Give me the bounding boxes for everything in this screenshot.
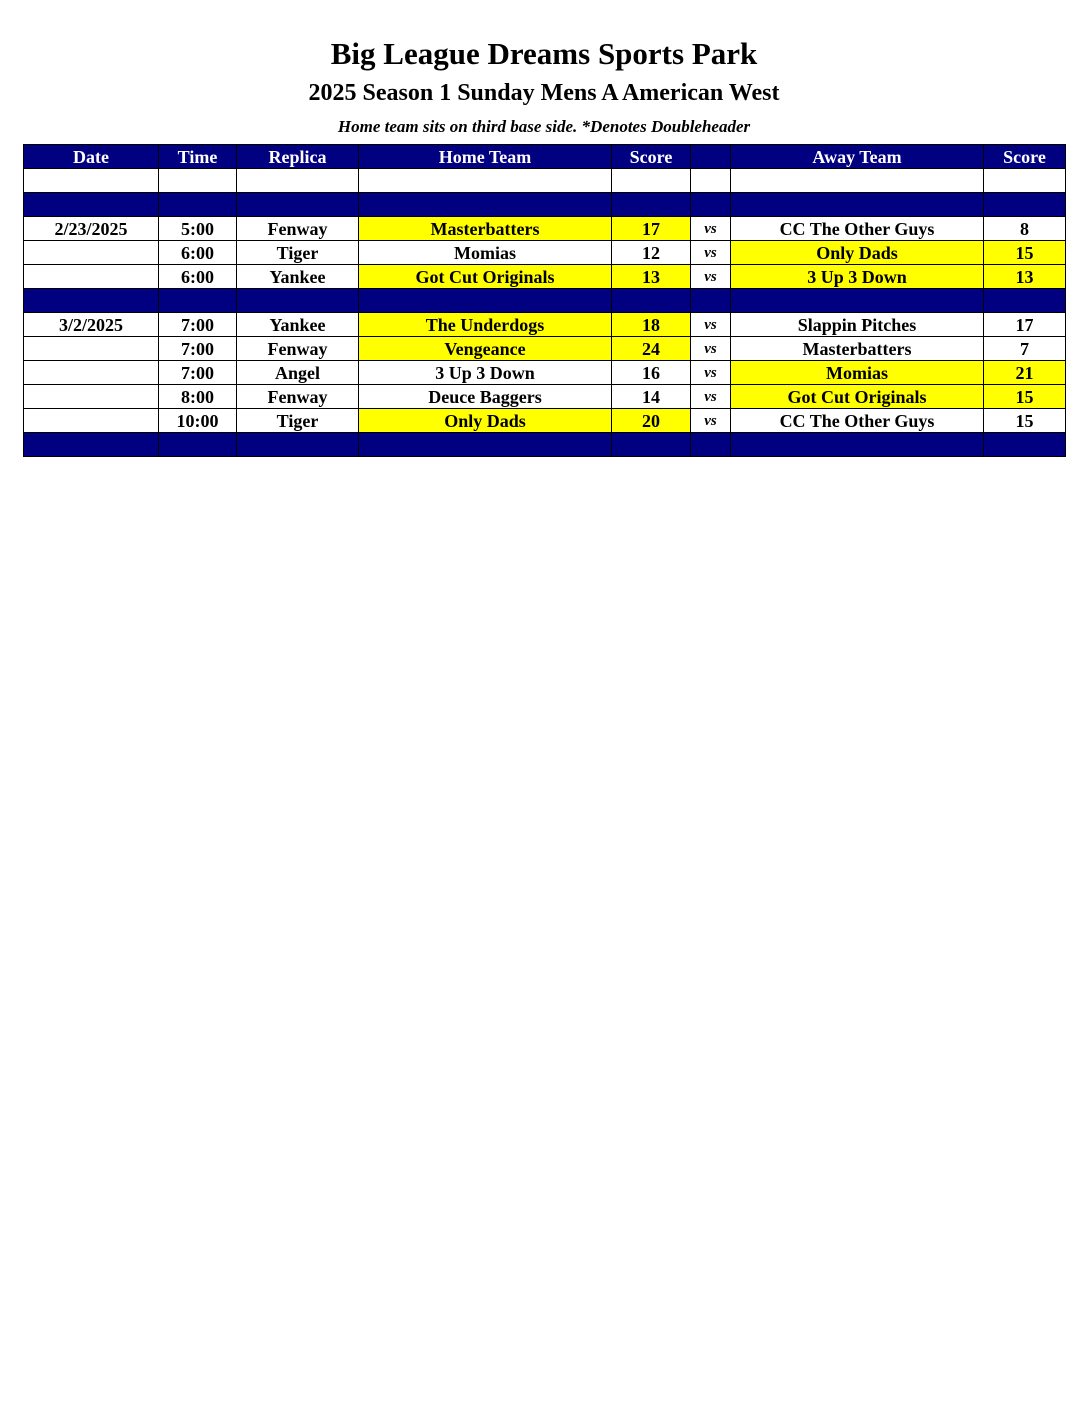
cell-home-team: Masterbatters: [359, 217, 612, 241]
cell-home-score: 14: [612, 385, 691, 409]
cell-away-score: 15: [984, 385, 1066, 409]
separator-row: [24, 289, 1066, 313]
cell-vs: vs: [691, 361, 731, 385]
page-note: Home team sits on third base side. *Denotes Doubleheader: [337, 117, 751, 136]
cell-home-team: Momias: [359, 241, 612, 265]
table-row: [24, 265, 1066, 289]
cell-date: 3/2/2025: [24, 313, 159, 337]
cell-vs: vs: [691, 241, 731, 265]
header-vs: [691, 145, 731, 169]
empty-cell: [359, 193, 612, 217]
cell-home-score: 13: [612, 265, 691, 289]
cell-replica: Yankee: [237, 313, 359, 337]
cell-vs: vs: [691, 409, 731, 433]
separator-row: [24, 433, 1066, 457]
cell-replica: Tiger: [237, 409, 359, 433]
cell-replica: Tiger: [237, 241, 359, 265]
empty-cell: [612, 433, 691, 457]
cell-date: [24, 385, 159, 409]
empty-cell: [24, 169, 159, 193]
table-row: [24, 409, 1066, 433]
cell-vs: vs: [691, 313, 731, 337]
cell-vs: vs: [691, 385, 731, 409]
cell-time: 7:00: [159, 313, 237, 337]
empty-cell: [24, 433, 159, 457]
empty-cell: [984, 289, 1066, 313]
table-row: [24, 385, 1066, 409]
blank-row: [24, 169, 1066, 193]
cell-home-score: 16: [612, 361, 691, 385]
empty-cell: [984, 193, 1066, 217]
empty-cell: [24, 193, 159, 217]
page-title: Big League Dreams Sports Park: [330, 36, 758, 71]
header-date: Date: [24, 145, 159, 169]
cell-time: 6:00: [159, 241, 237, 265]
table-row: [24, 313, 1066, 337]
empty-cell: [691, 433, 731, 457]
header-away-score: Score: [984, 145, 1066, 169]
table-row: [24, 217, 1066, 241]
cell-away-score: 15: [984, 241, 1066, 265]
empty-cell: [24, 289, 159, 313]
cell-time: 7:00: [159, 361, 237, 385]
header-row: [24, 145, 1066, 169]
header-home-score: Score: [612, 145, 691, 169]
empty-cell: [159, 433, 237, 457]
cell-replica: Fenway: [237, 385, 359, 409]
page-subtitle: 2025 Season 1 Sunday Mens A American West: [308, 80, 780, 106]
cell-date: [24, 241, 159, 265]
separator-row: [24, 193, 1066, 217]
cell-replica: Fenway: [237, 217, 359, 241]
cell-vs: vs: [691, 337, 731, 361]
empty-cell: [159, 289, 237, 313]
empty-cell: [612, 169, 691, 193]
empty-cell: [731, 433, 984, 457]
cell-home-team: Vengeance: [359, 337, 612, 361]
empty-cell: [612, 193, 691, 217]
header-time: Time: [159, 145, 237, 169]
cell-away-team: Only Dads: [731, 241, 984, 265]
schedule-body: [24, 169, 1066, 457]
cell-time: 7:00: [159, 337, 237, 361]
empty-cell: [691, 169, 731, 193]
empty-cell: [731, 193, 984, 217]
cell-away-score: 7: [984, 337, 1066, 361]
cell-away-team: CC The Other Guys: [731, 217, 984, 241]
cell-vs: vs: [691, 217, 731, 241]
empty-cell: [612, 289, 691, 313]
empty-cell: [359, 433, 612, 457]
cell-date: [24, 361, 159, 385]
table-row: [24, 241, 1066, 265]
empty-cell: [237, 193, 359, 217]
empty-cell: [984, 433, 1066, 457]
empty-cell: [731, 169, 984, 193]
cell-away-score: 8: [984, 217, 1066, 241]
cell-home-score: 20: [612, 409, 691, 433]
cell-home-team: Deuce Baggers: [359, 385, 612, 409]
cell-home-team: 3 Up 3 Down: [359, 361, 612, 385]
cell-away-score: 21: [984, 361, 1066, 385]
cell-replica: Yankee: [237, 265, 359, 289]
empty-cell: [237, 169, 359, 193]
cell-date: [24, 409, 159, 433]
cell-home-score: 18: [612, 313, 691, 337]
empty-cell: [159, 193, 237, 217]
cell-away-team: Masterbatters: [731, 337, 984, 361]
empty-cell: [691, 193, 731, 217]
cell-home-score: 17: [612, 217, 691, 241]
cell-home-score: 24: [612, 337, 691, 361]
empty-cell: [731, 289, 984, 313]
cell-home-team: Only Dads: [359, 409, 612, 433]
header-home-team: Home Team: [359, 145, 612, 169]
cell-away-score: 17: [984, 313, 1066, 337]
cell-away-team: Got Cut Originals: [731, 385, 984, 409]
cell-replica: Angel: [237, 361, 359, 385]
cell-away-score: 13: [984, 265, 1066, 289]
empty-cell: [359, 289, 612, 313]
empty-cell: [984, 169, 1066, 193]
cell-date: [24, 265, 159, 289]
empty-cell: [691, 289, 731, 313]
cell-home-team: Got Cut Originals: [359, 265, 612, 289]
cell-away-team: Slappin Pitches: [731, 313, 984, 337]
cell-home-score: 12: [612, 241, 691, 265]
cell-away-team: Momias: [731, 361, 984, 385]
header-away-team: Away Team: [731, 145, 984, 169]
cell-vs: vs: [691, 265, 731, 289]
empty-cell: [159, 169, 237, 193]
empty-cell: [359, 169, 612, 193]
cell-replica: Fenway: [237, 337, 359, 361]
cell-home-team: The Underdogs: [359, 313, 612, 337]
cell-away-score: 15: [984, 409, 1066, 433]
header-replica: Replica: [237, 145, 359, 169]
table-row: [24, 361, 1066, 385]
cell-time: 10:00: [159, 409, 237, 433]
table-row: [24, 337, 1066, 361]
cell-time: 8:00: [159, 385, 237, 409]
schedule-table: [23, 144, 1066, 457]
cell-time: 5:00: [159, 217, 237, 241]
cell-time: 6:00: [159, 265, 237, 289]
cell-away-team: CC The Other Guys: [731, 409, 984, 433]
cell-date: [24, 337, 159, 361]
empty-cell: [237, 289, 359, 313]
cell-date: 2/23/2025: [24, 217, 159, 241]
empty-cell: [237, 433, 359, 457]
cell-away-team: 3 Up 3 Down: [731, 265, 984, 289]
